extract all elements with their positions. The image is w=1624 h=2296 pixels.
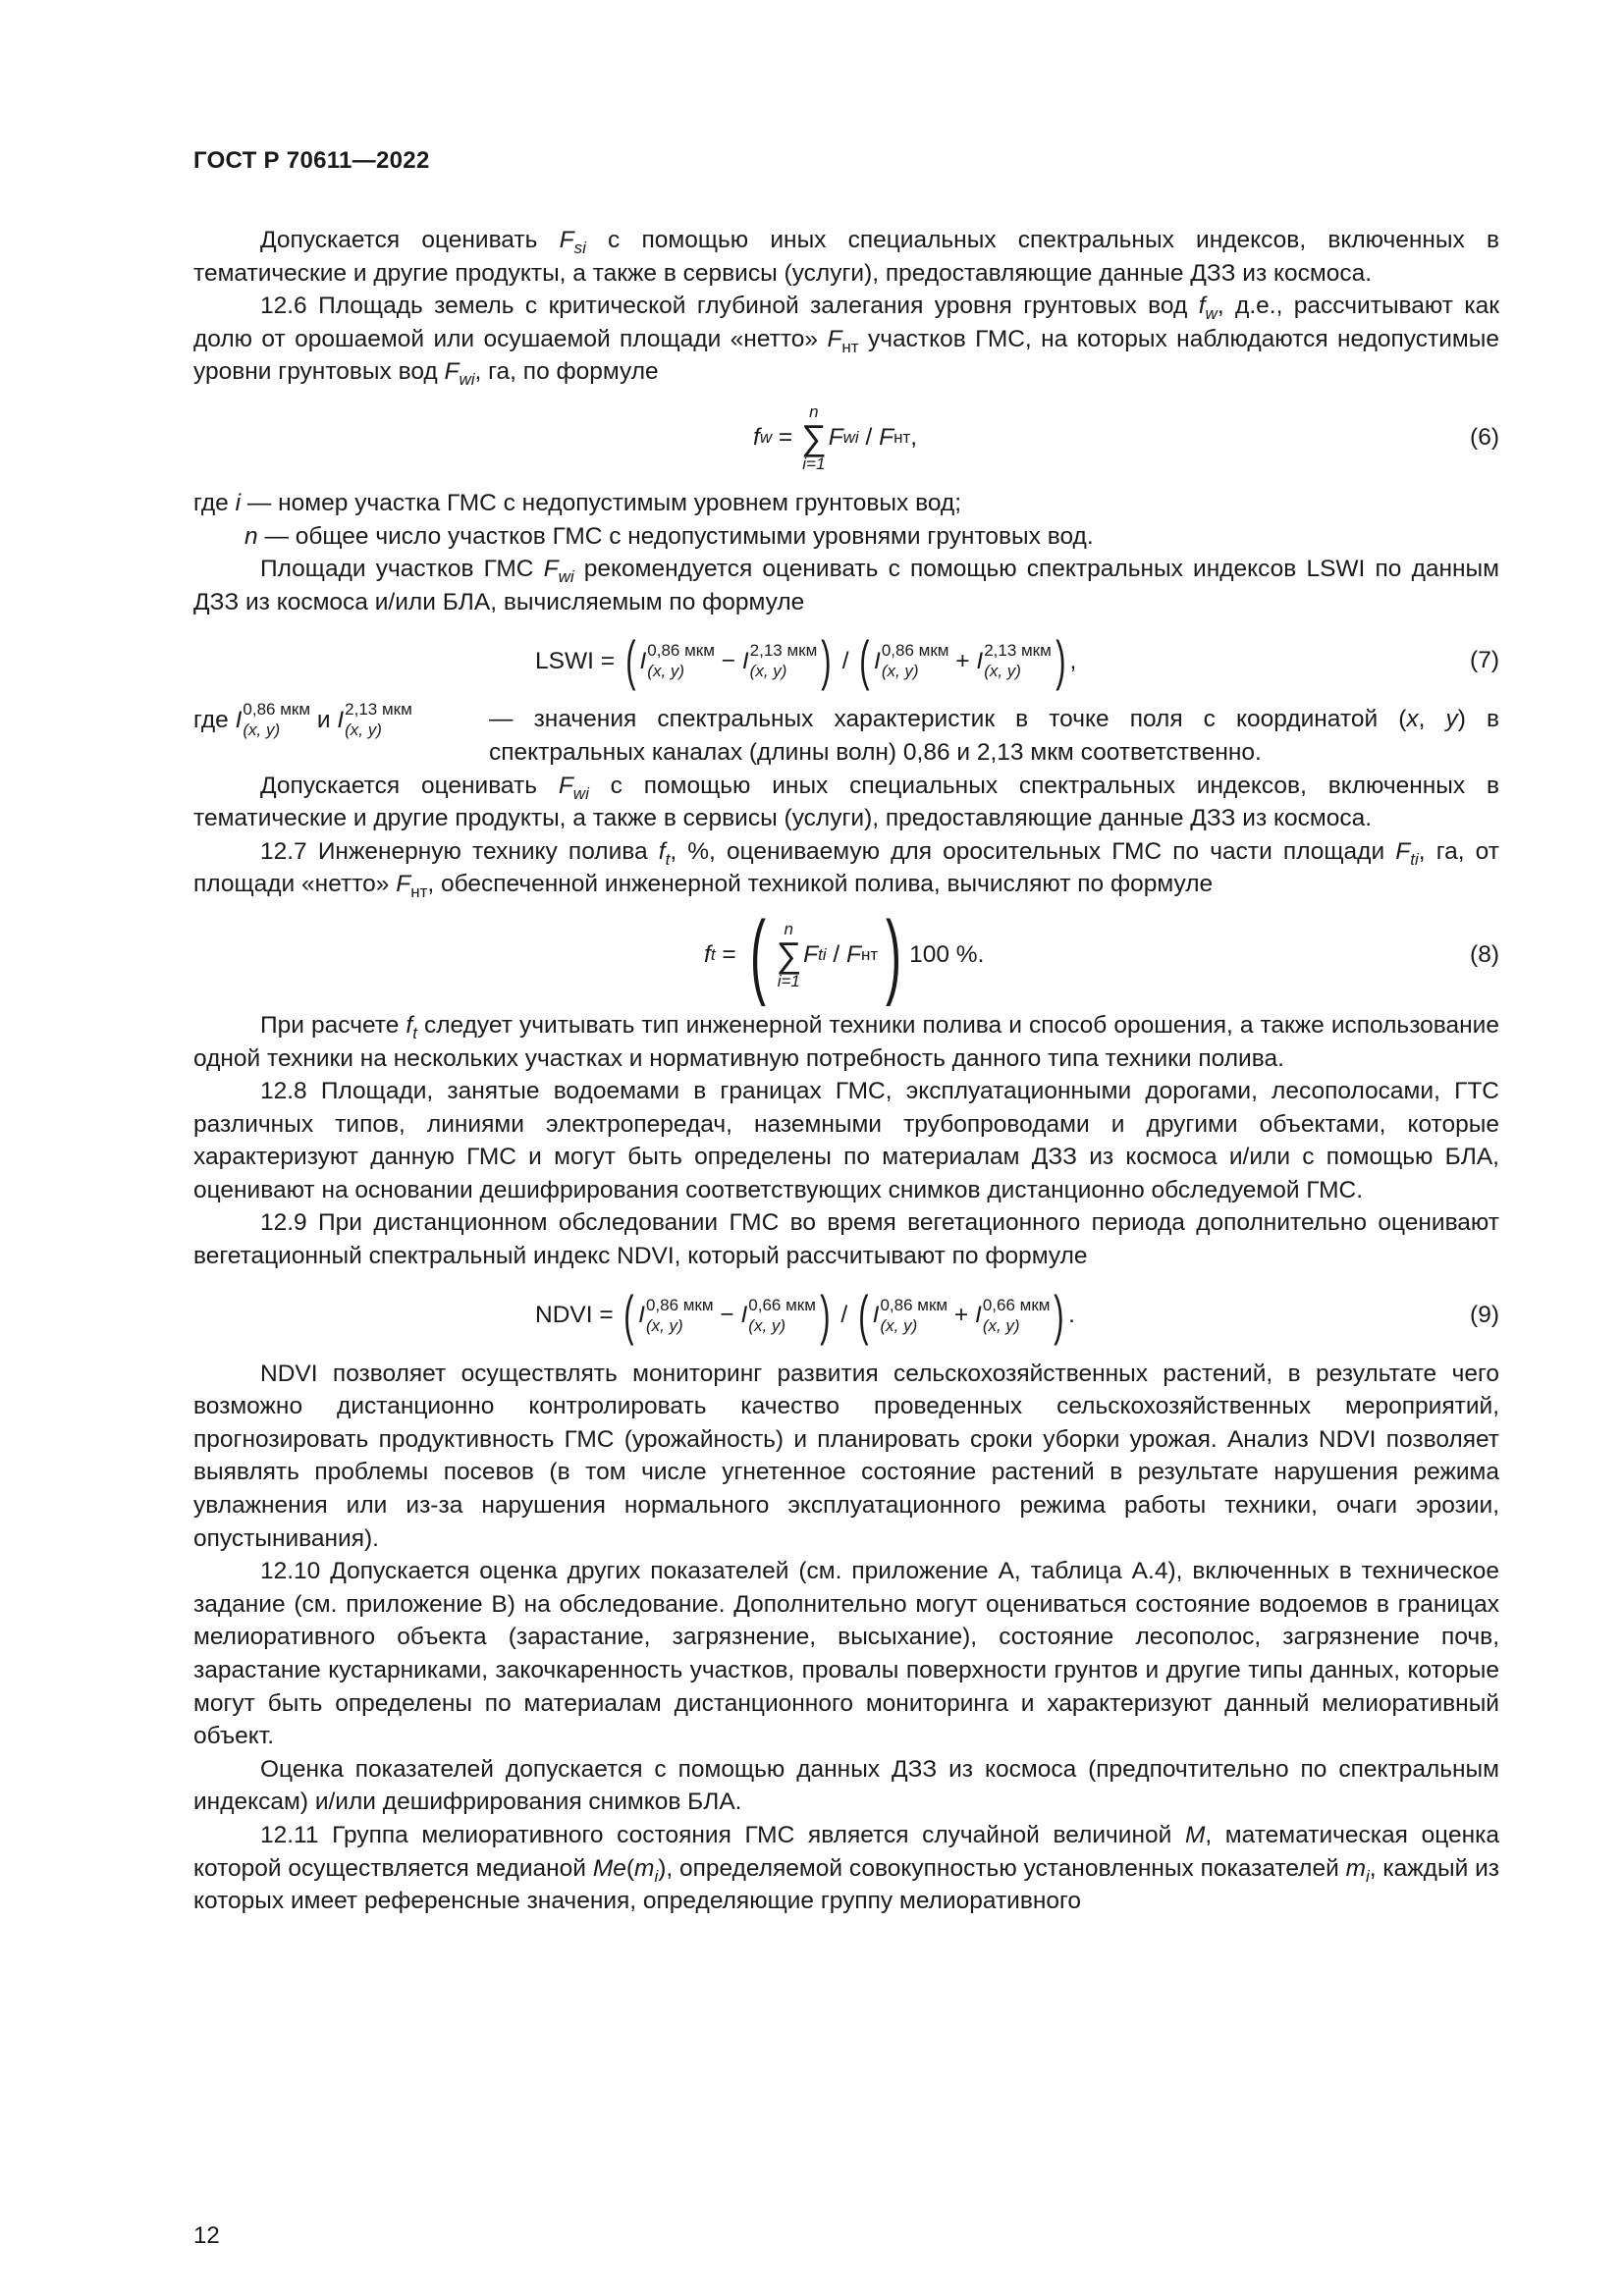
paragraph-12-9: 12.9 При дистанционном обследовании ГМС во время вегетационного периода дополнительно оценивают вегетационный спектральный индекс NDVI, который рассчитывают по формуле (193, 1209, 1499, 1270)
paragraph-12-6: 12.6 Площадь земель с критической глубиной залегания уровня грунтовых вод $f_w$, д.е., рассчитывают как долю от орошаемой или осушаемой площади «нетто» $F_{нт}$ участков ГМС, на которых наблюдаются недопустимые уровни грунтовых вод $F_{wi}$, га, по формуле (193, 293, 1500, 390)
formula-7: LSWI = ( I 0,86 мкм (x, y) − I 2,13 мкм (x, y) ) / ( I 0,86 мкм (x, y) + I 2,13 мкм (x, y) ) , (7) (535, 629, 1499, 692)
formula-8: f t = ( n ∑ i=1 F ti / F нт ) 100 %. (8) (704, 901, 1499, 1007)
where-block-1: где i — номер участка ГМС с недопустимым уровнем грунтовых вод; n — общее число участков ГМС с недопустимыми уровнями грунтовых вод. (193, 489, 1094, 550)
sum-sign: n ∑ i=1 (801, 401, 827, 473)
paragraph-fwi: Допускается оценивать $F_{wi}$ с помощью иных специальных спектральных индексов, включенных в тематические и другие продукты, а также в сервисы (услуги), предоставляющие данные ДЗЗ из космоса. (193, 772, 1499, 832)
paragraph-12-10: 12.10 Допускается оценка других показателей (см. приложение А, таблица А.4), включенных в техническое задание (см. приложение В) на обследование. Дополнительно могут оцениваться состояние водоемов в границах мелиоративного объекта (зарастание, загрязнение, высыхание), состояние лесополос, загрязнение почв, зарастание кустарниками, закочкаренность участков, провалы поверхности грунтов и другие типы данных, которые могут быть определены по материалам дистанционного мониторинга и характеризуют данный мелиоративный объект. (193, 1558, 1499, 1750)
paragraph-assessment: Оценка показателей допускается с помощью данных ДЗЗ из космоса (предпочтительно по спектральным индексам) и/или дешифрирования снимков БЛА. (193, 1755, 1499, 1816)
paragraph-12-7: 12.7 Инженерную технику полива $f_t$, %, оцениваемую для оросительных ГМС по части площади $F_{ti}$, га, от площади «нетто» $F_{нт}$, обеспеченной инженерной техникой полива, вычисляют по формуле (193, 837, 1499, 902)
formula-number: (7) (1470, 647, 1499, 674)
page-number: 12 (193, 2222, 220, 2249)
paragraph-ndvi: NDVI позволяет осуществлять мониторинг развития сельскохозяйственных растений, в результате чего возможно дистанционно контролировать качество проведенных сельскохозяйственных мероприятий, прогнозировать продуктивность ГМС (урожайность) и планировать сроки уборки урожая. Анализ NDVI позволяет выявлять проблемы посевов (в том числе угнетенное состояние растений в результате нарушения режима увлажнения или из-за нарушения нормального эксплуатационного режима работы техники, очаги эрозии, опустынивания). (193, 1360, 1499, 1552)
formula-6: f w = n ∑ i=1 F wi / F нт , (6) (753, 401, 1499, 473)
formula-number: (6) (1470, 424, 1499, 452)
paragraph-lswi: Площади участков ГМС $F_{wi}$ рекомендуется оценивать с помощью спектральных индексов LSWI по данным ДЗЗ из космоса и/или БЛА, вычисляемым по формуле (193, 556, 1499, 615)
paragraph-1: Допускается оценивать $F_{si}$ с помощью иных специальных спектральных индексов, включенных в тематические и другие продукты, а также в сервисы (услуги), предоставляющие данные ДЗЗ из космоса. (193, 227, 1499, 287)
where-block-2: где I 0,86 мкм (x, y) и I 2,13 мкм (x, y) — значения спектральных характеристик в точке поля с координатой (x, y) в спектральных каналах (длины волн) 0,86 и 2,13 мкм соответственно. (193, 700, 1499, 766)
formula-number: (8) (1470, 941, 1499, 969)
formula-number: (9) (1470, 1301, 1499, 1328)
sum-sign: n ∑ i=1 (776, 919, 802, 990)
formula-9: NDVI = ( I 0,86 мкм (x, y) − I 0,66 мкм (x, y) ) / ( I 0,86 мкм (x, y) + I 0,66 мкм (x, y) ) . (9) (535, 1283, 1499, 1346)
paragraph-12-8: 12.8 Площади, занятые водоемами в границах ГМС, эксплуатационными дорогами, лесополосами, ГТС различных типов, линиями электропередач, наземными трубопроводами и другими объектами, которые характеризуют данную ГМС и могут быть определены по материалам ДЗЗ из космоса и/или с помощью БЛА, оценивают на основании дешифрирования соответствующих снимков дистанционно обследуемой ГМС. (193, 1078, 1499, 1203)
document-body (193, 224, 1499, 1918)
paragraph-12-11: 12.11 Группа мелиоративного состояния ГМС является случайной величиной M, математическая оценка которой осуществляется медианой $Me(m_i)$, определяемой совокупностью установленных показателей $m_i$, каждый из которых имеет референсные значения, определяющие группу мелиоративного (193, 1821, 1499, 1915)
document-header: ГОСТ Р 70611—2022 (193, 147, 430, 174)
paragraph-ft: При расчете $f_t$ следует учитывать тип инженерной техники полива и способ орошения, а также использование одной техники на нескольких участках и нормативную потребность данного типа техники полива. (193, 1011, 1499, 1072)
